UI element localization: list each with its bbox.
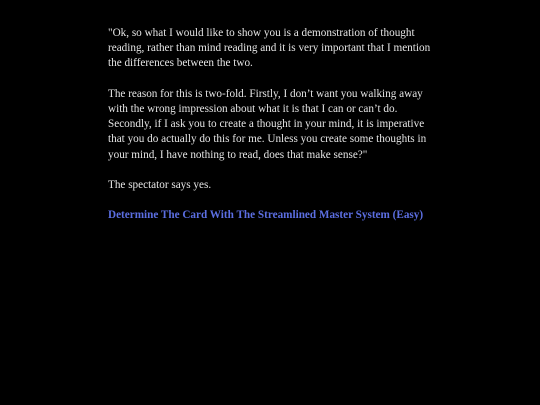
paragraph-spectator: The spectator says yes. — [108, 179, 212, 191]
paragraph-intro: "Ok, so what I would like to show you is a demonstration of thought reading, rather than mind reading and it is very important that I mention the differences between the two. — [108, 27, 431, 70]
article-body — [108, 26, 438, 239]
link-paragraph — [108, 208, 438, 223]
streamlined-master-system-link[interactable]: Determine The Card With The Streamlined Master System (Easy) — [108, 209, 424, 222]
paragraph-reason: The reason for this is two-fold. Firstly, I don’t want you walking away with the wrong impression about what it is that I can or can’t do. Secondly, if I ask you to create a thought in your mind, it is imperative that you do actually do this for me. Unless you create some thoughts in your mind, I have nothing to read, does that make sense?" — [108, 87, 427, 161]
